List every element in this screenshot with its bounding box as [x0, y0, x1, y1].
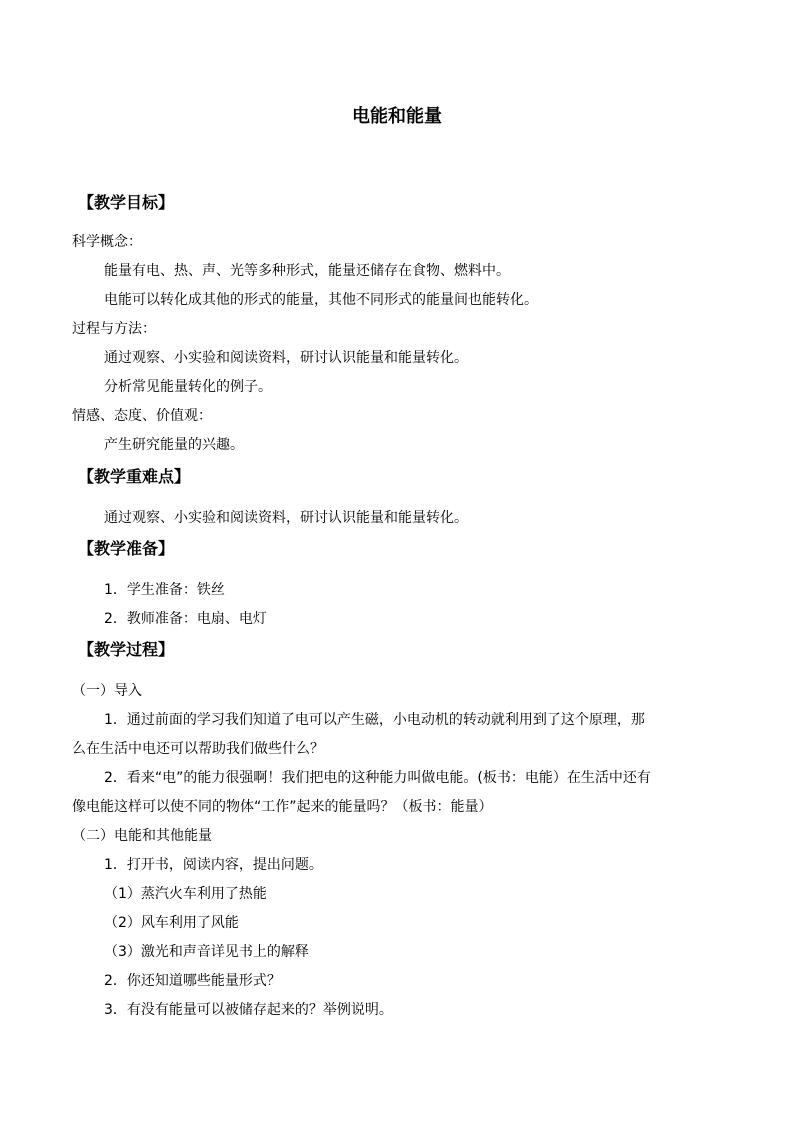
section-heading-goals: 【教学目标】	[78, 193, 175, 212]
text-part2-sub2: （2）风车利用了风能	[104, 915, 239, 931]
label-attitude: 情感、态度、价值观：	[72, 408, 212, 424]
text-part1-item1-a: 1．通过前面的学习我们知道了电可以产生磁，小电动机的转动就利用到了这个原理，那	[104, 712, 645, 728]
text-part1-item1-b: 么在生活中电还可以帮助我们做些什么？	[72, 741, 324, 757]
text-prep-2: 2．教师准备：电扇、电灯	[104, 611, 267, 627]
text-part2-sub3: （3）激光和声音详见书上的解释	[104, 944, 309, 960]
text-part1-item2-a: 2．看来“电”的能力很强啊！我们把电的这种能力叫做电能。(板书：电能）在生活中还有	[104, 770, 651, 786]
text-prep-1: 1．学生准备：铁丝	[104, 582, 225, 598]
text-key-point-1: 通过观察、小实验和阅读资料，研讨认识能量和能量转化。	[104, 510, 468, 526]
text-part1-item2-b: 像电能这样可以使不同的物体“工作”起来的能量吗？（板书：能量）	[72, 799, 493, 815]
section-heading-process: 【教学过程】	[78, 640, 175, 659]
label-part2-energy: （二）电能和其他能量	[72, 828, 212, 844]
label-process-method: 过程与方法：	[72, 321, 156, 337]
section-heading-key-points: 【教学重难点】	[78, 467, 191, 486]
text-method-1: 通过观察、小实验和阅读资料，研讨认识能量和能量转化。	[104, 350, 468, 366]
text-part2-item3: 3．有没有能量可以被储存起来的？举例说明。	[104, 1002, 393, 1018]
text-part2-sub1: （1）蒸汽火车利用了热能	[104, 886, 267, 902]
text-science-1: 能量有电、热、声、光等多种形式，能量还储存在食物、燃料中。	[104, 263, 510, 279]
text-part2-item1: 1．打开书，阅读内容，提出问题。	[104, 857, 323, 873]
label-part1-intro: （一）导入	[72, 683, 142, 699]
label-science-concepts: 科学概念：	[72, 234, 142, 250]
text-method-2: 分析常见能量转化的例子。	[104, 379, 272, 395]
section-heading-prep: 【教学准备】	[78, 539, 175, 558]
page-title: 电能和能量	[352, 106, 442, 127]
text-attitude-1: 产生研究能量的兴趣。	[104, 437, 244, 453]
text-science-2: 电能可以转化成其他的形式的能量，其他不同形式的能量间也能转化。	[104, 292, 538, 308]
text-part2-item2: 2．你还知道哪些能量形式？	[104, 973, 281, 989]
